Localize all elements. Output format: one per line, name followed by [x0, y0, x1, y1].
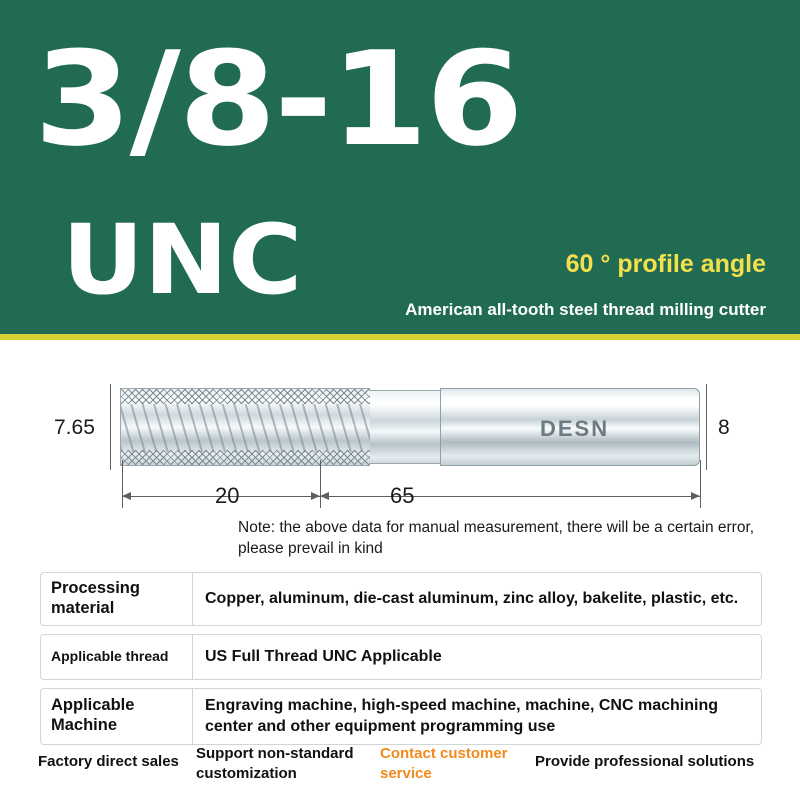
measurement-note: Note: the above data for manual measurement, there will be a certain error, please prevail in kind — [238, 519, 755, 557]
footer-professional-solutions: Provide professional solutions — [535, 753, 755, 770]
thread-teeth-top — [121, 389, 371, 404]
spec-value-applicable-thread: US Full Thread UNC Applicable — [205, 647, 442, 665]
footer-bar — [0, 742, 800, 800]
table-row — [40, 688, 762, 745]
table-row — [40, 572, 762, 626]
table-row — [40, 634, 762, 680]
cutter-diameter-value: 7.65 — [54, 416, 95, 439]
thread-length-value: 20 — [215, 483, 240, 508]
left-dimension-line — [110, 384, 111, 470]
spec-value-applicable-machine: Engraving machine, high-speed machine, machine, CNC machining center and other equipment programming use — [205, 696, 718, 736]
shank-diameter-value: 8 — [718, 416, 730, 439]
dim-arrow-total-right — [691, 492, 700, 500]
product-description: American all-tooth steel thread milling cutter — [405, 300, 766, 319]
spec-label-applicable-machine: Applicable Machine — [41, 689, 193, 744]
dim-tick-start — [122, 460, 123, 508]
threaded-section — [120, 388, 370, 466]
thread-flutes — [121, 404, 371, 452]
footer-contact-customer-service[interactable]: Contact customer service — [380, 745, 508, 782]
dim-bar-total — [320, 496, 700, 497]
brand-engraving: DESN — [540, 416, 610, 441]
footer-custom-support: Support non-standard customization — [196, 745, 354, 782]
product-standard-subtitle: UNC — [62, 204, 303, 316]
thread-mill-illustration — [120, 388, 700, 466]
spec-value-processing-material: Copper, aluminum, die-cast aluminum, zinc alloy, bakelite, plastic, etc. — [205, 590, 739, 607]
dim-arrow-thread-right — [311, 492, 320, 500]
product-size-title: 3/8-16 — [34, 23, 522, 175]
dim-arrow-thread-left — [122, 492, 131, 500]
spec-table — [40, 572, 762, 753]
dim-arrow-total-left — [320, 492, 329, 500]
profile-angle-label: 60 ° profile angle — [565, 250, 766, 278]
dim-tick-end — [700, 460, 701, 508]
hero-banner — [0, 0, 800, 340]
dim-tick-mid — [320, 460, 321, 508]
total-length-value: 65 — [390, 483, 415, 508]
spec-label-applicable-thread: Applicable thread — [41, 635, 193, 679]
right-dimension-line — [706, 384, 707, 470]
spec-label-processing-material: Processing material — [41, 573, 193, 625]
footer-factory-direct-sales: Factory direct sales — [38, 753, 179, 770]
product-diagram — [0, 340, 800, 557]
thread-teeth-bottom — [121, 450, 371, 465]
neck-section — [370, 390, 440, 464]
